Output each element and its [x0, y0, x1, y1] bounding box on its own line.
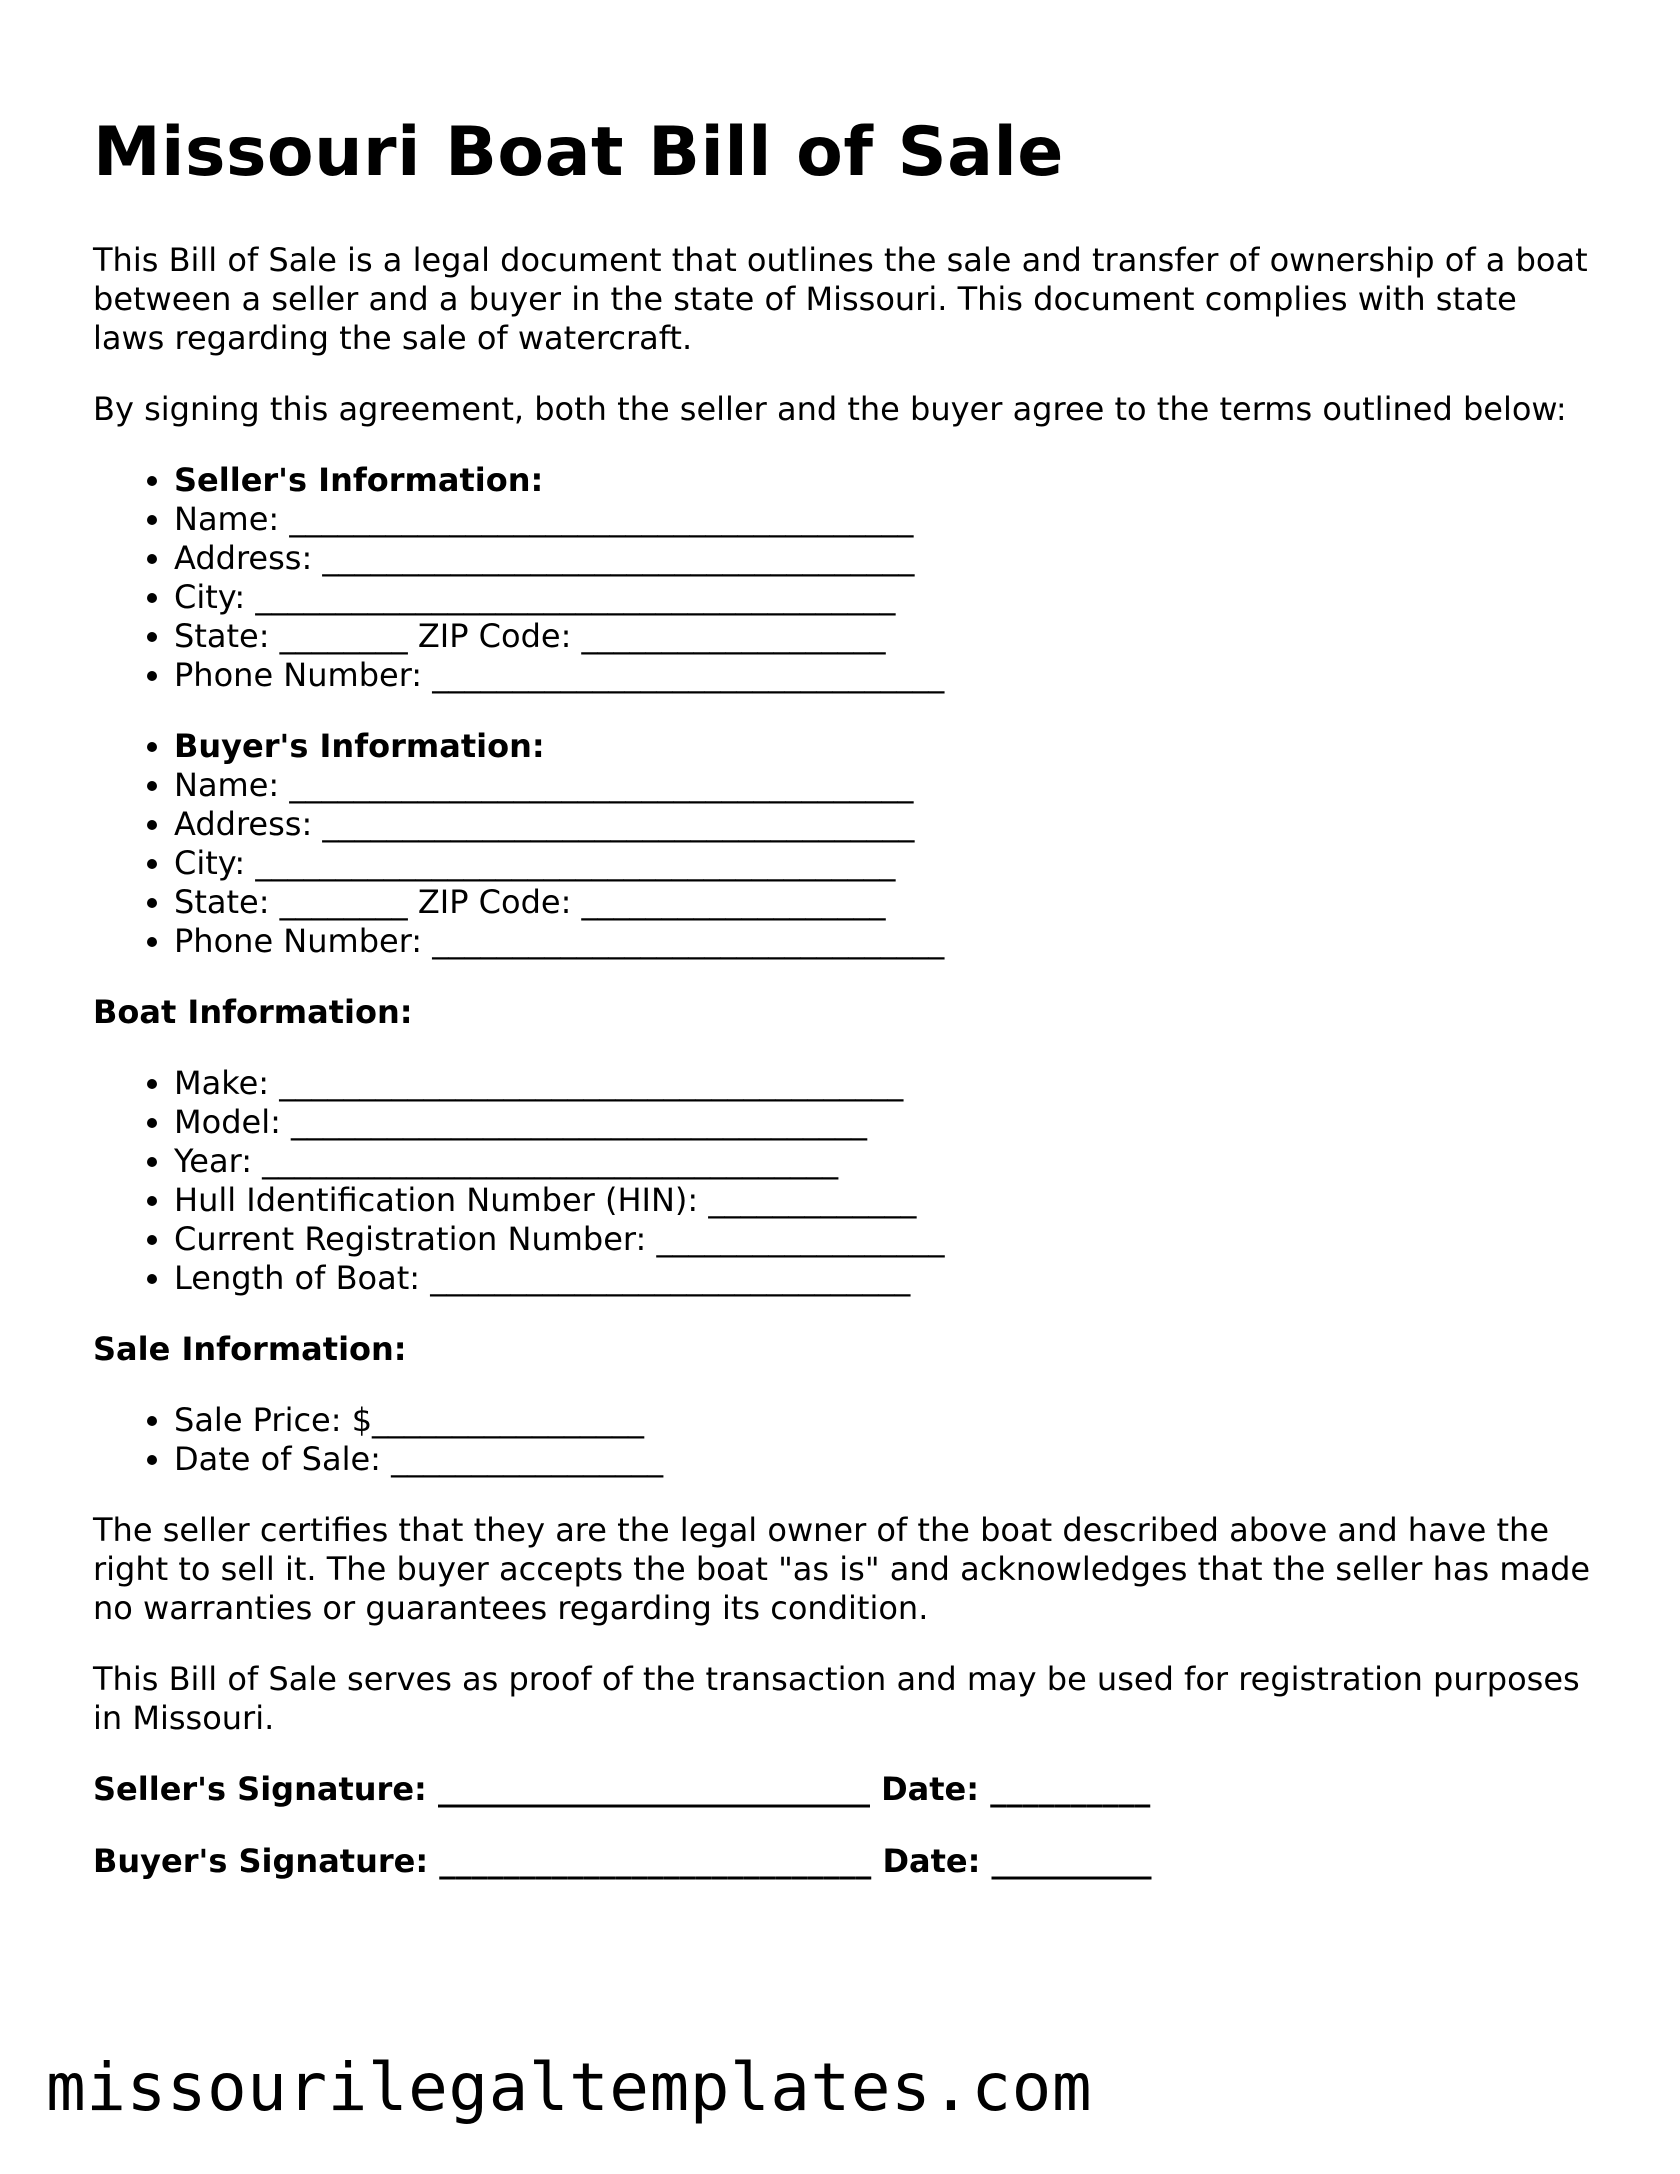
- buyer-address-field: • Address: _____________________________________: [174, 805, 1593, 844]
- buyer-info-list: [93, 727, 1593, 961]
- boat-length-field: • Length of Boat: ______________________________: [174, 1259, 1593, 1298]
- boat-info-list: [93, 1064, 1593, 1298]
- seller-info-heading: • Seller's Information:: [174, 461, 1593, 500]
- intro-paragraph: This Bill of Sale is a legal document that outlines the sale and transfer of ownership of a boat between a seller and a buyer in the state of Missouri. This document complies with state laws regarding the sale of watercraft.: [93, 241, 1588, 357]
- buyer-phone-field: • Phone Number: ________________________________: [174, 922, 1593, 961]
- seller-state-zip-field: • State: ________ ZIP Code: ___________________: [174, 617, 1593, 656]
- seller-phone-field: • Phone Number: ________________________________: [174, 656, 1593, 695]
- agreement-paragraph: By signing this agreement, both the seller and the buyer agree to the terms outlined below:: [93, 390, 1567, 428]
- seller-signature-line: Seller's Signature: ___________________________ Date: __________: [93, 1770, 1151, 1808]
- site-watermark: missourilegaltemplates.com: [46, 2049, 1093, 2126]
- document-title: Missouri Boat Bill of Sale: [93, 113, 1064, 192]
- proof-paragraph: This Bill of Sale serves as proof of the transaction and may be used for registration purposes in Missouri.: [93, 1660, 1580, 1737]
- sale-date-field: • Date of Sale: _________________: [174, 1440, 1593, 1479]
- buyer-name-field: • Name: _______________________________________: [174, 766, 1593, 805]
- seller-name-field: • Name: _______________________________________: [174, 500, 1593, 539]
- buyer-signature-line: Buyer's Signature: ___________________________ Date: __________: [93, 1842, 1152, 1880]
- buyer-info-heading: • Buyer's Information:: [174, 727, 1593, 766]
- boat-make-field: • Make: _______________________________________: [174, 1064, 1593, 1103]
- certification-paragraph: The seller certifies that they are the legal owner of the boat described above and have the right to sell it. The buyer accepts the boat "as is" and acknowledges that the seller has made no warranties or guarantees regarding its condition.: [93, 1511, 1591, 1627]
- sale-info-heading: Sale Information:: [93, 1330, 407, 1368]
- seller-city-field: • City: ________________________________________: [174, 578, 1593, 617]
- seller-address-field: • Address: _____________________________________: [174, 539, 1593, 578]
- boat-model-field: • Model: ____________________________________: [174, 1103, 1593, 1142]
- sale-price-field: • Sale Price: $_________________: [174, 1401, 1593, 1440]
- document-page: [93, 112, 1593, 1914]
- seller-info-list: [93, 461, 1593, 695]
- sale-info-list: [93, 1401, 1593, 1479]
- boat-info-heading: Boat Information:: [93, 993, 413, 1031]
- buyer-state-zip-field: • State: ________ ZIP Code: ___________________: [174, 883, 1593, 922]
- boat-hin-field: • Hull Identification Number (HIN): _____________: [174, 1181, 1593, 1220]
- boat-registration-field: • Current Registration Number: __________________: [174, 1220, 1593, 1259]
- buyer-city-field: • City: ________________________________________: [174, 844, 1593, 883]
- boat-year-field: • Year: ____________________________________: [174, 1142, 1593, 1181]
